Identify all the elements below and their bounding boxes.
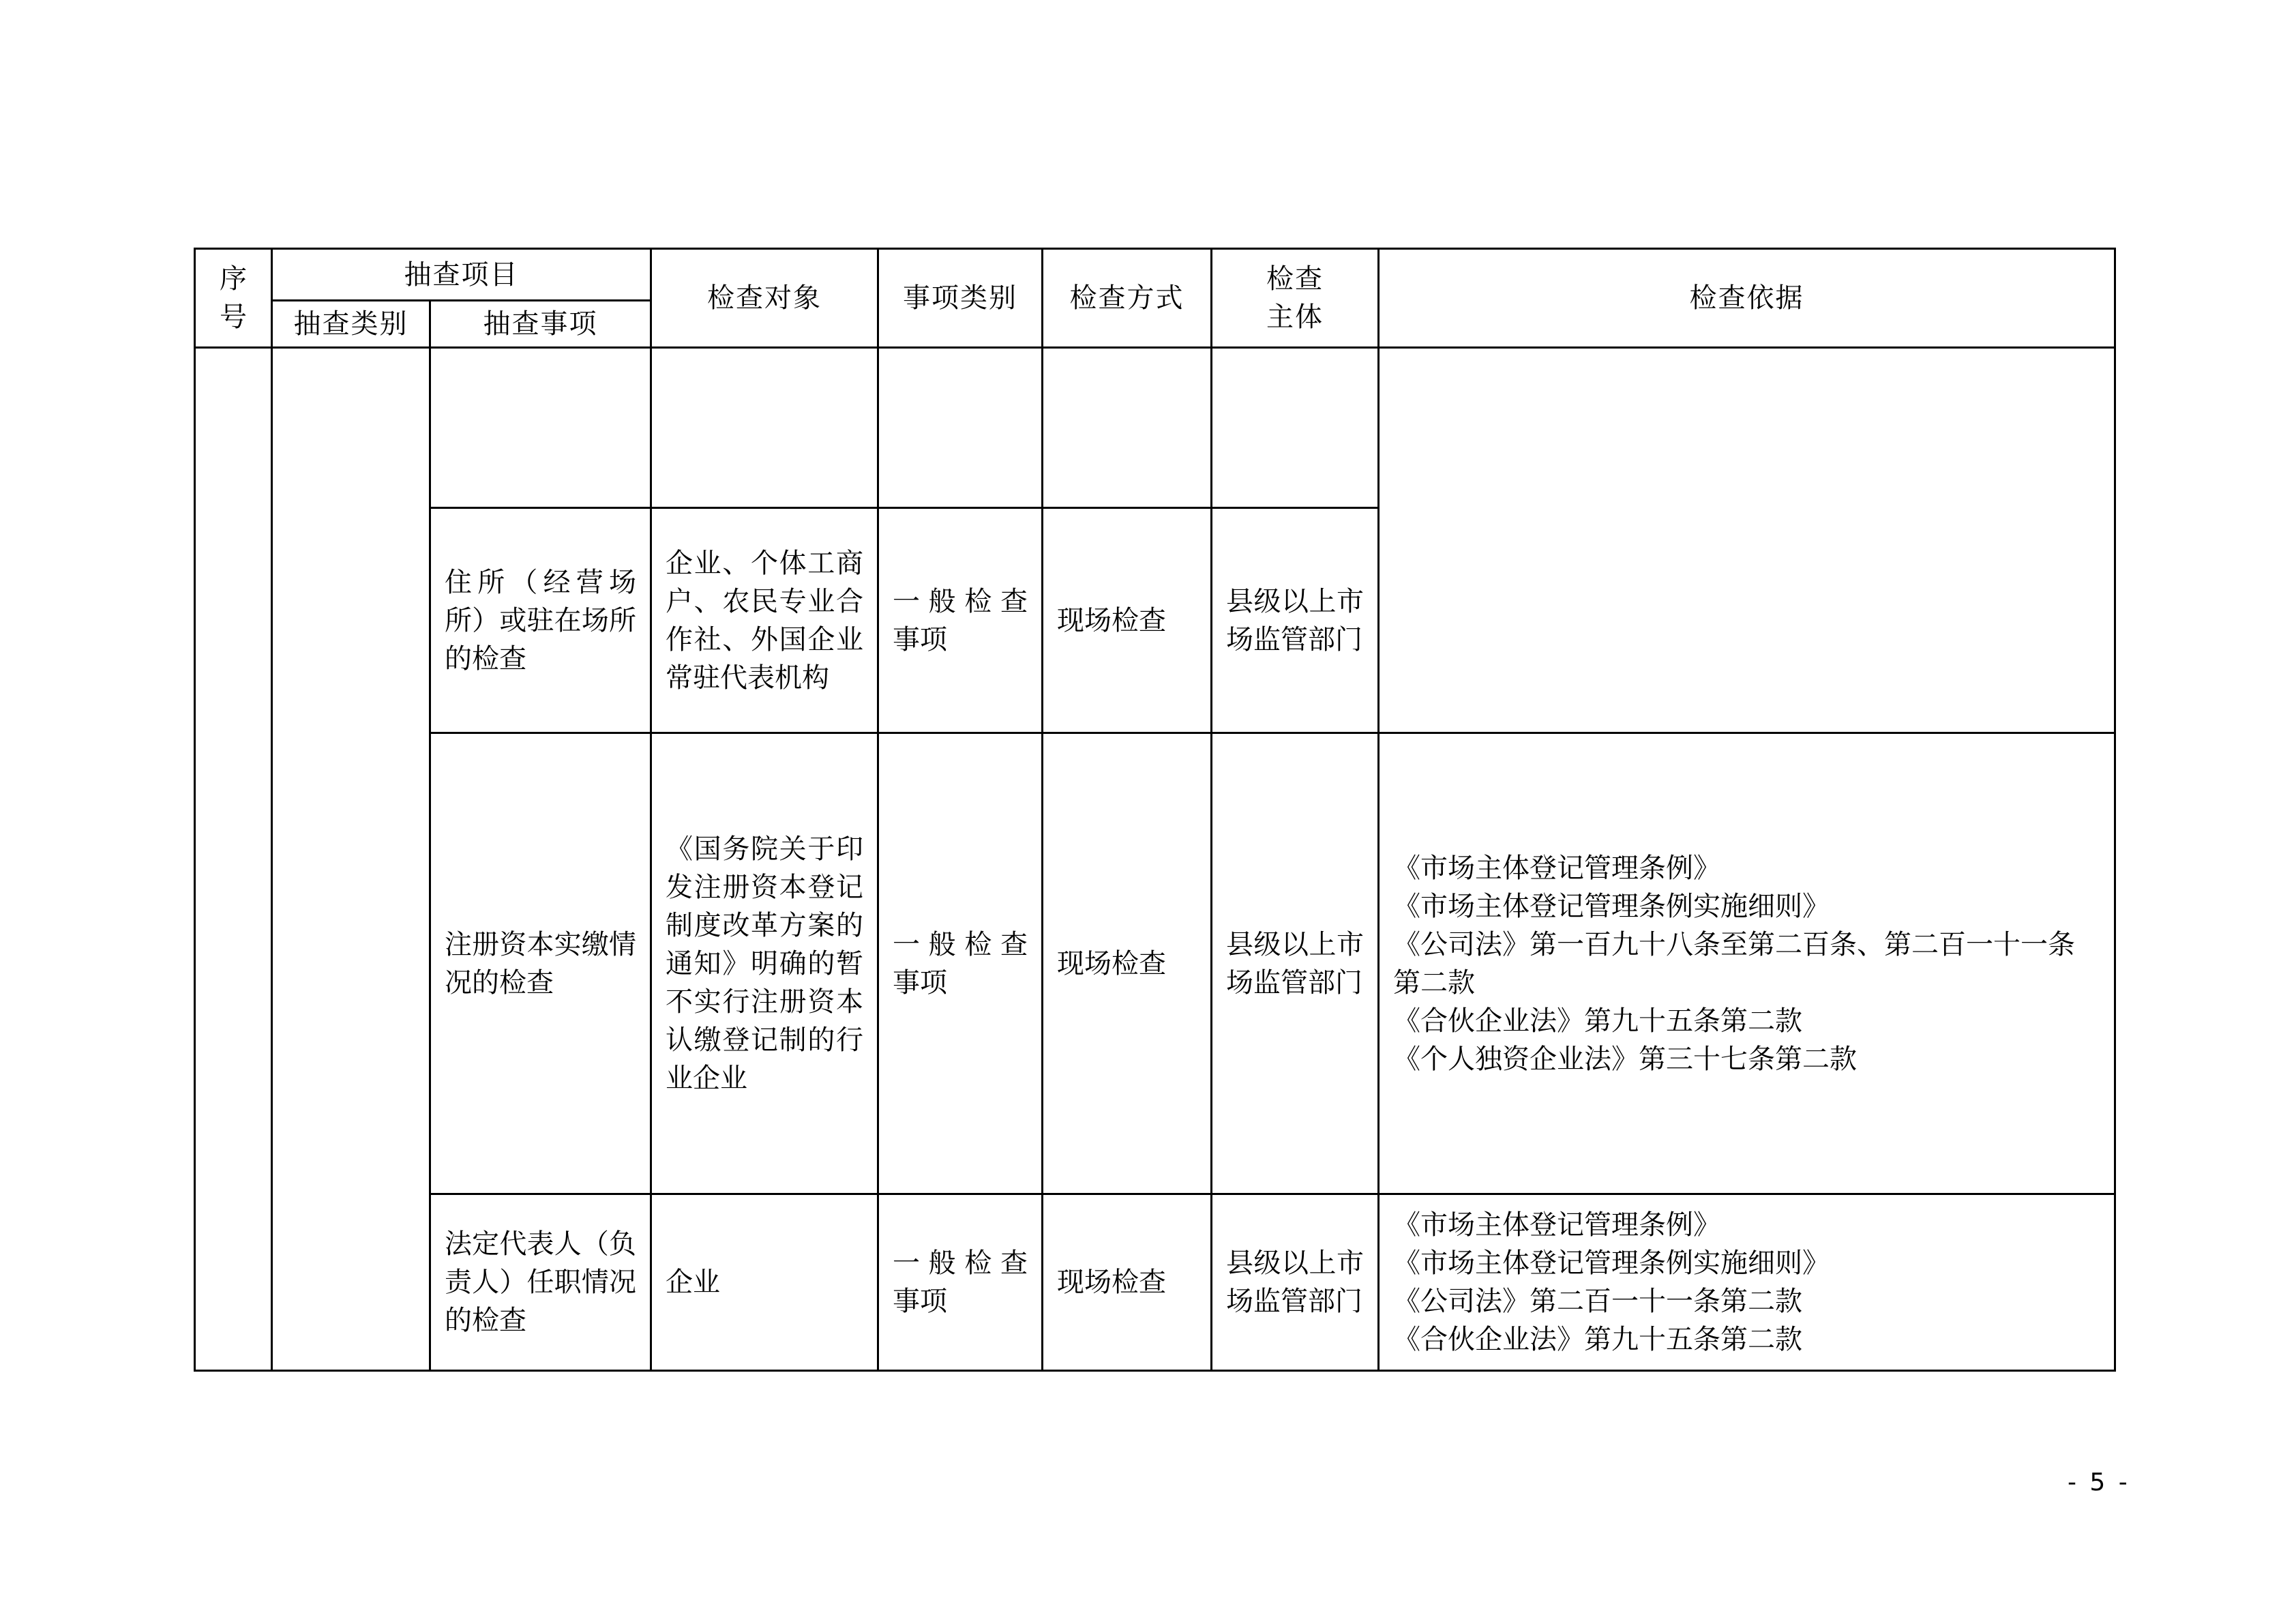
object-cell: 《国务院关于印发注册资本登记制度改革方案的通知》明确的暂不实行注册资本认缴登记制的行业企业	[651, 733, 878, 1194]
subject-cell-continued	[1212, 348, 1379, 508]
page-number: - 5 -	[2068, 1468, 2130, 1496]
basis-line: 《合伙企业法》第九十五条第二款	[1393, 1324, 1802, 1355]
subject-cell: 县级以上市场监管部门	[1212, 733, 1379, 1194]
basis-line: 《市场主体登记管理条例实施细则》	[1393, 890, 1830, 922]
item-cell: 法定代表人（负责人）任职情况的检查	[430, 1194, 651, 1371]
inspection-table	[194, 248, 2116, 1372]
type-cell: 一般检查事项	[878, 1194, 1043, 1371]
header-object: 检查对象	[651, 249, 878, 348]
header-type: 事项类别	[878, 249, 1043, 348]
basis-line: 《合伙企业法》第九十五条第二款	[1393, 1005, 1802, 1037]
method-cell: 现场检查	[1043, 1194, 1212, 1371]
header-item: 抽查事项	[430, 301, 651, 348]
header-category: 抽查类别	[272, 301, 430, 348]
method-cell-continued	[1043, 348, 1212, 508]
method-cell: 现场检查	[1043, 508, 1212, 733]
type-cell: 一般检查事项	[878, 508, 1043, 733]
basis-cell	[1379, 1194, 2115, 1371]
basis-line: 《市场主体登记管理条例》	[1393, 852, 1720, 884]
method-cell: 现场检查	[1043, 733, 1212, 1194]
object-cell: 企业	[651, 1194, 878, 1371]
basis-line: 《市场主体登记管理条例》	[1393, 1209, 1720, 1241]
header-subject: 检查主体	[1212, 249, 1379, 348]
object-cell: 企业、个体工商户、农民专业合作社、外国企业常驻代表机构	[651, 508, 878, 733]
header-seq: 序号	[195, 249, 272, 348]
header-basis: 检查依据	[1379, 249, 2115, 348]
basis-line: 《公司法》第二百一十一条第二款	[1393, 1286, 1802, 1317]
item-cell: 注册资本实缴情况的检查	[430, 733, 651, 1194]
object-cell-continued	[651, 348, 878, 508]
basis-line: 《公司法》第一百九十八条至第二百条、第二百一十一条第二款	[1393, 928, 2075, 999]
header-method: 检查方式	[1043, 249, 1212, 348]
item-cell-continued	[430, 348, 651, 508]
subject-cell: 县级以上市场监管部门	[1212, 1194, 1379, 1371]
basis-cell	[1379, 733, 2115, 1194]
item-cell: 住所（经营场所）或驻在场所的检查	[430, 508, 651, 733]
seq-cell	[195, 348, 272, 1371]
type-cell: 一般检查事项	[878, 733, 1043, 1194]
subject-cell: 县级以上市场监管部门	[1212, 508, 1379, 733]
type-cell-continued	[878, 348, 1043, 508]
basis-line: 《个人独资企业法》第三十七条第二款	[1393, 1043, 1857, 1075]
header-project: 抽查项目	[272, 249, 651, 301]
table-row	[195, 1194, 2115, 1371]
basis-cell-continued	[1379, 348, 2115, 733]
table-row	[195, 733, 2115, 1194]
basis-line: 《市场主体登记管理条例实施细则》	[1393, 1247, 1830, 1279]
category-cell	[272, 348, 430, 1371]
